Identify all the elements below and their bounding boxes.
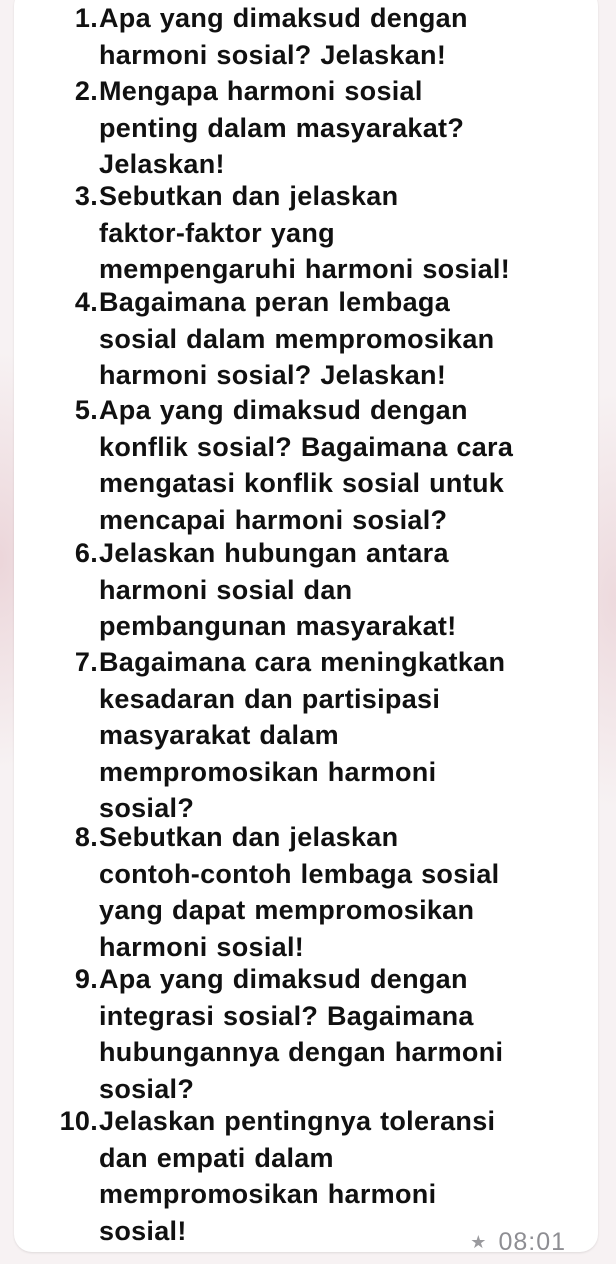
question-line: pembangunan masyarakat! [99,611,457,642]
question-line: dan empati dalam [99,1142,334,1173]
question-line: kesadaran dan partisipasi [99,683,441,714]
question-text [99,178,564,288]
question-line: mempromosikan harmoni [99,1179,437,1210]
star-icon: ★ [470,1232,487,1252]
question-line: Sebutkan dan jelaskan [99,181,399,211]
question-line: yang dapat mempromosikan [99,895,475,926]
question-text [99,392,564,538]
message-meta [470,1224,566,1260]
question-text [99,73,564,183]
question-line: Jelaskan! [99,149,225,180]
question-line: sosial dalam mempromosikan [99,323,495,354]
question-text [99,0,564,73]
question-number: 8. [74,822,98,852]
question-line: mencapai harmoni sosial? [99,504,448,535]
question-line: penting dalam masyarakat? [99,112,465,143]
message-timestamp: 08:01 [498,1227,566,1256]
question-number: 7. [74,647,98,677]
question-line: Jelaskan pentingnya toleransi [99,1106,496,1136]
question-number: 6. [74,538,98,568]
question-line: mengatasi konflik sosial untuk [99,468,505,499]
question-line: Jelaskan hubungan antara [99,538,449,568]
question-line: sosial! [99,1215,187,1246]
question-text [99,284,564,394]
question-line: Sebutkan dan jelaskan [99,822,399,852]
question-line: integrasi sosial? Bagaimana [99,1000,474,1031]
question-line: Bagaimana peran lembaga [99,287,451,317]
question-line: harmoni sosial dan [99,574,353,605]
question-number: 9. [74,964,98,994]
question-line: Mengapa harmoni sosial [99,76,423,106]
question-line: contoh-contoh lembaga sosial [99,858,500,889]
question-line: Apa yang dimaksud dengan [99,3,468,33]
question-line: mempengaruhi harmoni sosial! [99,254,510,285]
question-number: 4. [74,287,98,317]
question-line: sosial? [99,1073,195,1104]
question-number: 2. [74,76,98,106]
question-line: harmoni sosial? Jelaskan! [99,39,447,70]
question-line: faktor-faktor yang [99,217,335,248]
question-text [99,644,564,827]
question-line: harmoni sosial! [99,931,305,962]
question-text [99,535,564,645]
question-line: konflik sosial? Bagaimana cara [99,431,514,462]
question-number: 3. [74,181,98,211]
question-line: Apa yang dimaksud dengan [99,395,468,425]
question-number: 10. [59,1106,98,1136]
question-line: masyarakat dalam [99,720,339,751]
question-line: hubungannya dengan harmoni [99,1037,504,1068]
question-text [99,961,564,1107]
question-number: 5. [74,395,98,425]
question-line: Apa yang dimaksud dengan [99,964,468,994]
question-line: mempromosikan harmoni [99,756,437,787]
question-line: sosial? [99,793,195,824]
question-number: 1. [74,3,98,33]
question-line: Bagaimana cara meningkatkan [99,647,506,677]
question-text [99,819,564,965]
question-line: harmoni sosial? Jelaskan! [99,360,447,391]
